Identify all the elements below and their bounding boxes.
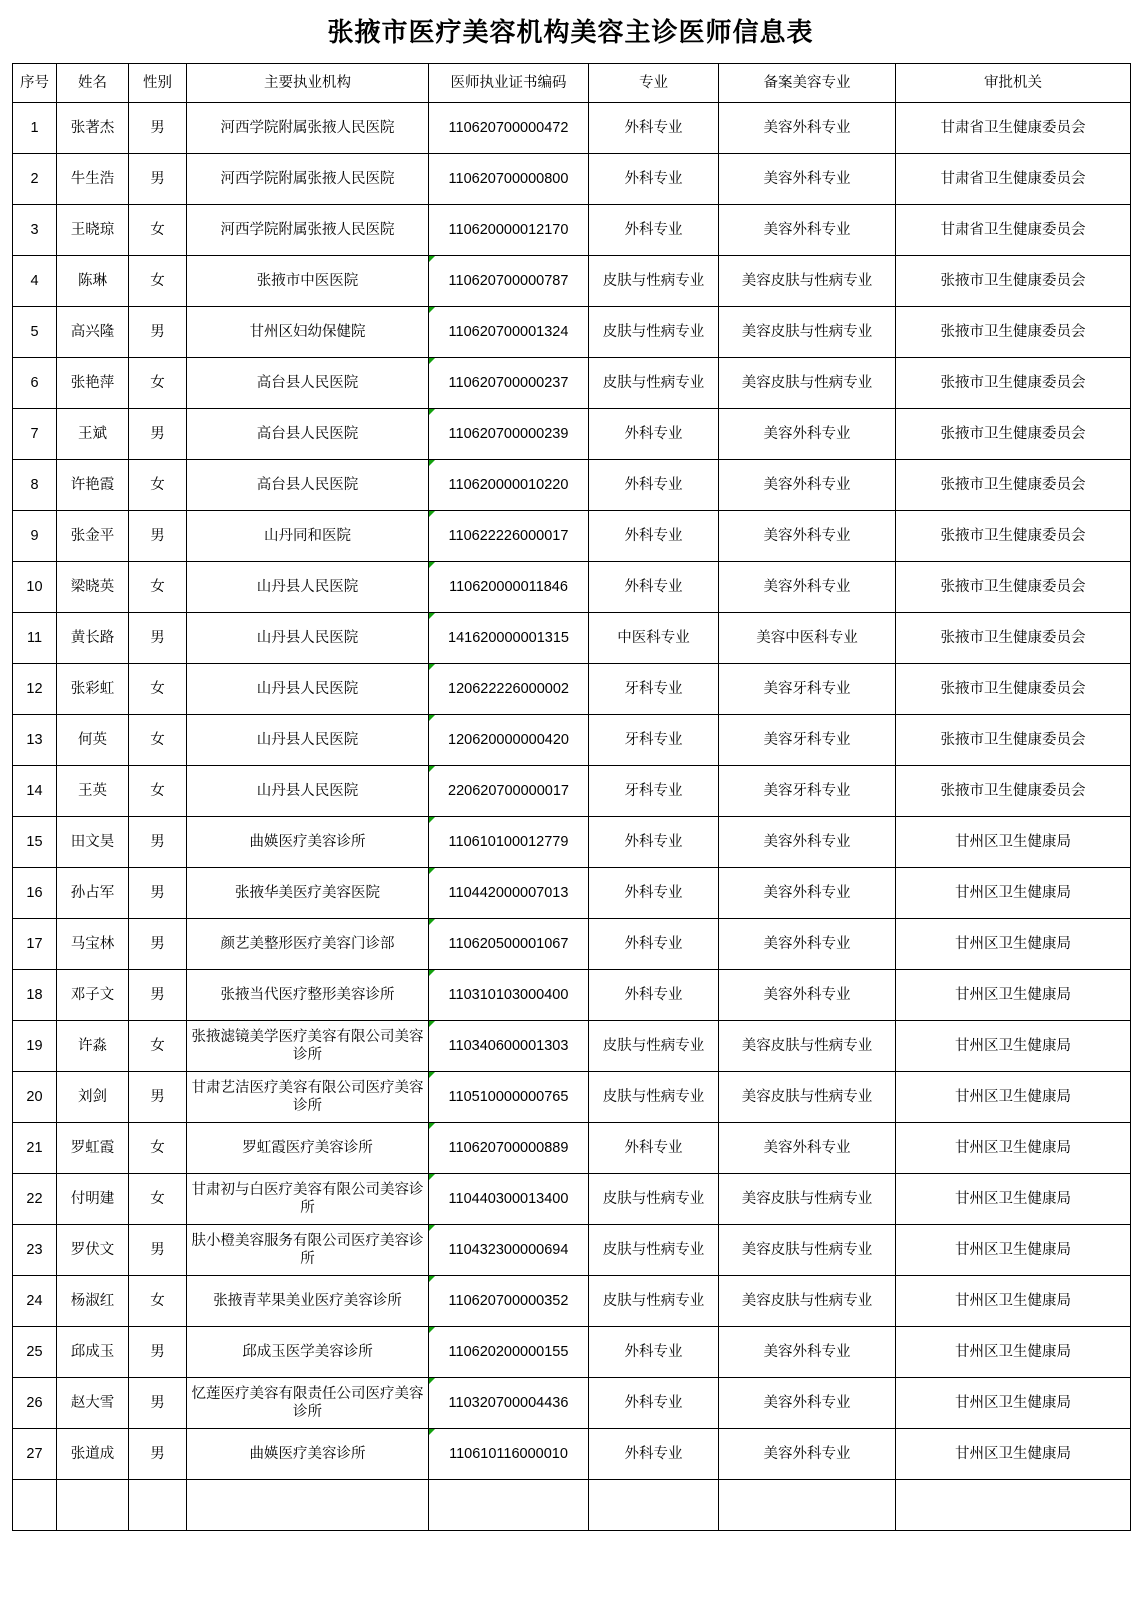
- table-cell: 男: [129, 1072, 187, 1123]
- table-cell: 女: [129, 766, 187, 817]
- table-cell: 男: [129, 409, 187, 460]
- table-cell: 黄长路: [57, 613, 129, 664]
- table-cell: 美容外科专业: [719, 1429, 896, 1480]
- table-cell: 美容中医科专业: [719, 613, 896, 664]
- table-cell: 甘肃省卫生健康委员会: [896, 103, 1131, 154]
- table-cell: 男: [129, 1378, 187, 1429]
- table-row: [13, 1021, 1131, 1072]
- table-cell: 牙科专业: [589, 715, 719, 766]
- table-cell: 河西学院附属张掖人民医院: [187, 103, 429, 154]
- table-cell: 陈琳: [57, 256, 129, 307]
- column-header: 医师执业证书编码: [429, 64, 589, 103]
- table-cell: 甘州区卫生健康局: [896, 1327, 1131, 1378]
- table-cell: 19: [13, 1021, 57, 1072]
- table-cell: 美容牙科专业: [719, 715, 896, 766]
- table-cell: 山丹县人民医院: [187, 562, 429, 613]
- table-cell: 皮肤与性病专业: [589, 256, 719, 307]
- table-row: [13, 1429, 1131, 1480]
- table-row: [13, 562, 1131, 613]
- table-row: [13, 103, 1131, 154]
- table-cell: 男: [129, 613, 187, 664]
- page-title: 张掖市医疗美容机构美容主诊医师信息表: [327, 17, 814, 47]
- table-cell: 女: [129, 1174, 187, 1225]
- table-cell: 110620000012170: [429, 205, 589, 256]
- table-cell: 男: [129, 1327, 187, 1378]
- table-cell: 美容皮肤与性病专业: [719, 1276, 896, 1327]
- table-cell: 美容外科专业: [719, 409, 896, 460]
- table-cell: 曲媖医疗美容诊所: [187, 817, 429, 868]
- table-cell: 田文昊: [57, 817, 129, 868]
- table-cell: 美容皮肤与性病专业: [719, 1225, 896, 1276]
- table-header: [13, 64, 1131, 103]
- table-cell: 甘州区卫生健康局: [896, 1378, 1131, 1429]
- table-row: [13, 409, 1131, 460]
- table-cell: 110620500001067: [429, 919, 589, 970]
- table-cell: 高兴隆: [57, 307, 129, 358]
- table-cell: 110442000007013: [429, 868, 589, 919]
- table-cell: 美容外科专业: [719, 562, 896, 613]
- table-cell: 26: [13, 1378, 57, 1429]
- table-cell: 男: [129, 919, 187, 970]
- table-row: [13, 664, 1131, 715]
- table-cell: 皮肤与性病专业: [589, 307, 719, 358]
- table-cell: 110622226000017: [429, 511, 589, 562]
- table-cell: 13: [13, 715, 57, 766]
- table-cell: 220620700000017: [429, 766, 589, 817]
- table-cell: 甘肃省卫生健康委员会: [896, 205, 1131, 256]
- table-cell: 张道成: [57, 1429, 129, 1480]
- table-cell: 美容皮肤与性病专业: [719, 358, 896, 409]
- table-cell: 高台县人民医院: [187, 460, 429, 511]
- table-cell: 牙科专业: [589, 664, 719, 715]
- table-cell: 付明建: [57, 1174, 129, 1225]
- table-cell: 110432300000694: [429, 1225, 589, 1276]
- table-cell: 24: [13, 1276, 57, 1327]
- table-cell: 110620000010220: [429, 460, 589, 511]
- table-cell: 141620000001315: [429, 613, 589, 664]
- doctor-info-table: [12, 63, 1131, 1531]
- table-cell: 皮肤与性病专业: [589, 1072, 719, 1123]
- table-cell: 27: [13, 1429, 57, 1480]
- table-cell: 张著杰: [57, 103, 129, 154]
- table-cell: 110440300013400: [429, 1174, 589, 1225]
- table-cell: 男: [129, 103, 187, 154]
- table-empty-cell: [13, 1480, 57, 1531]
- table-empty-cell: [429, 1480, 589, 1531]
- table-cell: 张掖市卫生健康委员会: [896, 766, 1131, 817]
- table-cell: 甘州区卫生健康局: [896, 817, 1131, 868]
- table-cell: 张掖市卫生健康委员会: [896, 358, 1131, 409]
- table-cell: 美容外科专业: [719, 1123, 896, 1174]
- table-cell: 女: [129, 460, 187, 511]
- table-cell: 马宝林: [57, 919, 129, 970]
- table-row: [13, 868, 1131, 919]
- table-cell: 罗虹霞医疗美容诊所: [187, 1123, 429, 1174]
- table-cell: 张艳萍: [57, 358, 129, 409]
- table-cell: 110510000000765: [429, 1072, 589, 1123]
- table-cell: 邱成玉医学美容诊所: [187, 1327, 429, 1378]
- table-cell: 罗伏文: [57, 1225, 129, 1276]
- table-cell: 120620000000420: [429, 715, 589, 766]
- table-row: [13, 613, 1131, 664]
- table-cell: 110620700000472: [429, 103, 589, 154]
- table-row: [13, 817, 1131, 868]
- table-cell: 女: [129, 1021, 187, 1072]
- table-cell: 外科专业: [589, 1123, 719, 1174]
- table-cell: 110620700001324: [429, 307, 589, 358]
- table-cell: 甘州区卫生健康局: [896, 1174, 1131, 1225]
- table-cell: 外科专业: [589, 1378, 719, 1429]
- table-cell: 皮肤与性病专业: [589, 1225, 719, 1276]
- table-cell: 外科专业: [589, 103, 719, 154]
- table-cell: 男: [129, 511, 187, 562]
- table-cell: 外科专业: [589, 205, 719, 256]
- table-cell: 甘州区卫生健康局: [896, 1123, 1131, 1174]
- table-cell: 110620700000352: [429, 1276, 589, 1327]
- table-cell: 张掖市卫生健康委员会: [896, 562, 1131, 613]
- table-cell: 美容外科专业: [719, 919, 896, 970]
- table-cell: 美容牙科专业: [719, 766, 896, 817]
- table-cell: 甘州区卫生健康局: [896, 919, 1131, 970]
- table-cell: 邓子文: [57, 970, 129, 1021]
- table-row: [13, 1276, 1131, 1327]
- table-cell: 110620700000237: [429, 358, 589, 409]
- table-cell: 美容外科专业: [719, 103, 896, 154]
- table-row: [13, 256, 1131, 307]
- table-cell: 张掖华美医疗美容医院: [187, 868, 429, 919]
- table-cell: 20: [13, 1072, 57, 1123]
- table-cell: 美容外科专业: [719, 511, 896, 562]
- column-header: 专业: [589, 64, 719, 103]
- table-cell: 张掖当代医疗整形美容诊所: [187, 970, 429, 1021]
- table-row: [13, 766, 1131, 817]
- table-cell: 张掖市卫生健康委员会: [896, 460, 1131, 511]
- table-cell: 15: [13, 817, 57, 868]
- table-cell: 张掖市卫生健康委员会: [896, 511, 1131, 562]
- table-cell: 8: [13, 460, 57, 511]
- table-row: [13, 1072, 1131, 1123]
- table-cell: 曲媖医疗美容诊所: [187, 1429, 429, 1480]
- table-cell: 美容外科专业: [719, 1327, 896, 1378]
- table-row: [13, 715, 1131, 766]
- table-cell: 美容外科专业: [719, 817, 896, 868]
- table-cell: 张掖滤镜美学医疗美容有限公司美容诊所: [187, 1021, 429, 1072]
- table-cell: 甘肃省卫生健康委员会: [896, 154, 1131, 205]
- table-cell: 14: [13, 766, 57, 817]
- table-cell: 高台县人民医院: [187, 358, 429, 409]
- table-cell: 美容皮肤与性病专业: [719, 1174, 896, 1225]
- column-header: 性别: [129, 64, 187, 103]
- table-cell: 中医科专业: [589, 613, 719, 664]
- table-cell: 梁晓英: [57, 562, 129, 613]
- table-cell: 2: [13, 154, 57, 205]
- table-cell: 12: [13, 664, 57, 715]
- table-cell: 女: [129, 256, 187, 307]
- table-cell: 张掖市中医医院: [187, 256, 429, 307]
- table-cell: 甘肃艺洁医疗美容有限公司医疗美容诊所: [187, 1072, 429, 1123]
- table-cell: 外科专业: [589, 511, 719, 562]
- table-cell: 美容皮肤与性病专业: [719, 256, 896, 307]
- table-cell: 23: [13, 1225, 57, 1276]
- table-row: [13, 970, 1131, 1021]
- table-cell: 王英: [57, 766, 129, 817]
- table-row: [13, 1123, 1131, 1174]
- table-cell: 张掖市卫生健康委员会: [896, 409, 1131, 460]
- table-cell: 男: [129, 1225, 187, 1276]
- table-cell: 11: [13, 613, 57, 664]
- table-body: [13, 103, 1131, 1531]
- table-cell: 美容皮肤与性病专业: [719, 1072, 896, 1123]
- table-cell: 110620700000889: [429, 1123, 589, 1174]
- table-cell: 110310103000400: [429, 970, 589, 1021]
- table-cell: 110620700000787: [429, 256, 589, 307]
- table-cell: 赵大雪: [57, 1378, 129, 1429]
- table-cell: 男: [129, 307, 187, 358]
- table-row: [13, 307, 1131, 358]
- table-cell: 皮肤与性病专业: [589, 1174, 719, 1225]
- table-cell: 甘州区卫生健康局: [896, 1429, 1131, 1480]
- table-cell: 男: [129, 154, 187, 205]
- table-cell: 10: [13, 562, 57, 613]
- table-cell: 甘州区卫生健康局: [896, 1276, 1131, 1327]
- table-cell: 外科专业: [589, 1327, 719, 1378]
- table-cell: 女: [129, 205, 187, 256]
- table-cell: 18: [13, 970, 57, 1021]
- table-cell: 张掖市卫生健康委员会: [896, 664, 1131, 715]
- table-cell: 16: [13, 868, 57, 919]
- table-cell: 25: [13, 1327, 57, 1378]
- column-header: 备案美容专业: [719, 64, 896, 103]
- table-cell: 张掖市卫生健康委员会: [896, 613, 1131, 664]
- table-cell: 何英: [57, 715, 129, 766]
- table-empty-cell: [719, 1480, 896, 1531]
- table-cell: 110620200000155: [429, 1327, 589, 1378]
- table-cell: 张掖青苹果美业医疗美容诊所: [187, 1276, 429, 1327]
- table-cell: 皮肤与性病专业: [589, 1276, 719, 1327]
- table-cell: 120622226000002: [429, 664, 589, 715]
- table-cell: 女: [129, 1276, 187, 1327]
- table-cell: 张金平: [57, 511, 129, 562]
- table-cell: 杨淑红: [57, 1276, 129, 1327]
- table-row: [13, 358, 1131, 409]
- table-cell: 河西学院附属张掖人民医院: [187, 154, 429, 205]
- table-row: [13, 460, 1131, 511]
- table-cell: 外科专业: [589, 970, 719, 1021]
- table-cell: 22: [13, 1174, 57, 1225]
- table-empty-cell: [896, 1480, 1131, 1531]
- table-cell: 110620700000239: [429, 409, 589, 460]
- table-cell: 外科专业: [589, 460, 719, 511]
- table-cell: 美容外科专业: [719, 460, 896, 511]
- table-cell: 女: [129, 562, 187, 613]
- table-empty-row: [13, 1480, 1131, 1531]
- table-cell: 美容皮肤与性病专业: [719, 307, 896, 358]
- table-cell: 甘州区卫生健康局: [896, 868, 1131, 919]
- table-cell: 许淼: [57, 1021, 129, 1072]
- table-row: [13, 919, 1131, 970]
- table-row: [13, 1174, 1131, 1225]
- column-header: 序号: [13, 64, 57, 103]
- bottom-spacer: [0, 1531, 1141, 1555]
- table-cell: 7: [13, 409, 57, 460]
- table-row: [13, 205, 1131, 256]
- table-cell: 皮肤与性病专业: [589, 358, 719, 409]
- table-cell: 女: [129, 358, 187, 409]
- table-cell: 美容皮肤与性病专业: [719, 1021, 896, 1072]
- column-header: 审批机关: [896, 64, 1131, 103]
- table-cell: 刘剑: [57, 1072, 129, 1123]
- table-cell: 17: [13, 919, 57, 970]
- table-cell: 美容外科专业: [719, 205, 896, 256]
- table-cell: 罗虹霞: [57, 1123, 129, 1174]
- table-cell: 邱成玉: [57, 1327, 129, 1378]
- table-cell: 21: [13, 1123, 57, 1174]
- table-cell: 外科专业: [589, 154, 719, 205]
- table-cell: 颜艺美整形医疗美容门诊部: [187, 919, 429, 970]
- table-cell: 皮肤与性病专业: [589, 1021, 719, 1072]
- table-cell: 110610116000010: [429, 1429, 589, 1480]
- table-cell: 甘州区卫生健康局: [896, 970, 1131, 1021]
- table-cell: 王晓琼: [57, 205, 129, 256]
- table-cell: 男: [129, 817, 187, 868]
- table-cell: 外科专业: [589, 409, 719, 460]
- table-row: [13, 511, 1131, 562]
- table-empty-cell: [129, 1480, 187, 1531]
- table-cell: 甘州区妇幼保健院: [187, 307, 429, 358]
- table-cell: 美容外科专业: [719, 970, 896, 1021]
- table-cell: 张掖市卫生健康委员会: [896, 307, 1131, 358]
- table-row: [13, 154, 1131, 205]
- table-cell: 美容外科专业: [719, 154, 896, 205]
- table-cell: 外科专业: [589, 562, 719, 613]
- table-cell: 110620000011846: [429, 562, 589, 613]
- table-cell: 甘肃初与白医疗美容有限公司美容诊所: [187, 1174, 429, 1225]
- table-cell: 外科专业: [589, 817, 719, 868]
- table-cell: 110620700000800: [429, 154, 589, 205]
- column-header: 姓名: [57, 64, 129, 103]
- table-empty-cell: [187, 1480, 429, 1531]
- table-cell: 110340600001303: [429, 1021, 589, 1072]
- table-cell: 牛生浩: [57, 154, 129, 205]
- table-cell: 外科专业: [589, 919, 719, 970]
- table-cell: 孙占军: [57, 868, 129, 919]
- table-cell: 牙科专业: [589, 766, 719, 817]
- table-cell: 外科专业: [589, 868, 719, 919]
- table-cell: 河西学院附属张掖人民医院: [187, 205, 429, 256]
- table-cell: 5: [13, 307, 57, 358]
- table-cell: 110610100012779: [429, 817, 589, 868]
- table-cell: 美容外科专业: [719, 1378, 896, 1429]
- table-cell: 甘州区卫生健康局: [896, 1225, 1131, 1276]
- table-cell: 女: [129, 715, 187, 766]
- table-cell: 美容牙科专业: [719, 664, 896, 715]
- table-cell: 女: [129, 1123, 187, 1174]
- table-cell: 王斌: [57, 409, 129, 460]
- table-cell: 女: [129, 664, 187, 715]
- table-row: [13, 1225, 1131, 1276]
- table-header-row: [13, 64, 1131, 103]
- table-cell: 许艳霞: [57, 460, 129, 511]
- table-cell: 张掖市卫生健康委员会: [896, 715, 1131, 766]
- table-cell: 9: [13, 511, 57, 562]
- table-row: [13, 1378, 1131, 1429]
- table-cell: 山丹县人民医院: [187, 766, 429, 817]
- table-cell: 外科专业: [589, 1429, 719, 1480]
- table-cell: 山丹县人民医院: [187, 715, 429, 766]
- table-cell: 3: [13, 205, 57, 256]
- table-empty-cell: [589, 1480, 719, 1531]
- table-cell: 甘州区卫生健康局: [896, 1072, 1131, 1123]
- table-cell: 张掖市卫生健康委员会: [896, 256, 1131, 307]
- table-cell: 4: [13, 256, 57, 307]
- table-cell: 忆莲医疗美容有限责任公司医疗美容诊所: [187, 1378, 429, 1429]
- table-cell: 张彩虹: [57, 664, 129, 715]
- table-cell: 男: [129, 1429, 187, 1480]
- table-cell: 美容外科专业: [719, 868, 896, 919]
- table-row: [13, 1327, 1131, 1378]
- table-cell: 男: [129, 970, 187, 1021]
- table-cell: 山丹同和医院: [187, 511, 429, 562]
- table-cell: 肤小橙美容服务有限公司医疗美容诊所: [187, 1225, 429, 1276]
- table-cell: 甘州区卫生健康局: [896, 1021, 1131, 1072]
- column-header: 主要执业机构: [187, 64, 429, 103]
- table-cell: 山丹县人民医院: [187, 613, 429, 664]
- table-cell: 1: [13, 103, 57, 154]
- table-cell: 6: [13, 358, 57, 409]
- table-cell: 山丹县人民医院: [187, 664, 429, 715]
- table-cell: 110320700004436: [429, 1378, 589, 1429]
- table-cell: 男: [129, 868, 187, 919]
- table-empty-cell: [57, 1480, 129, 1531]
- table-cell: 高台县人民医院: [187, 409, 429, 460]
